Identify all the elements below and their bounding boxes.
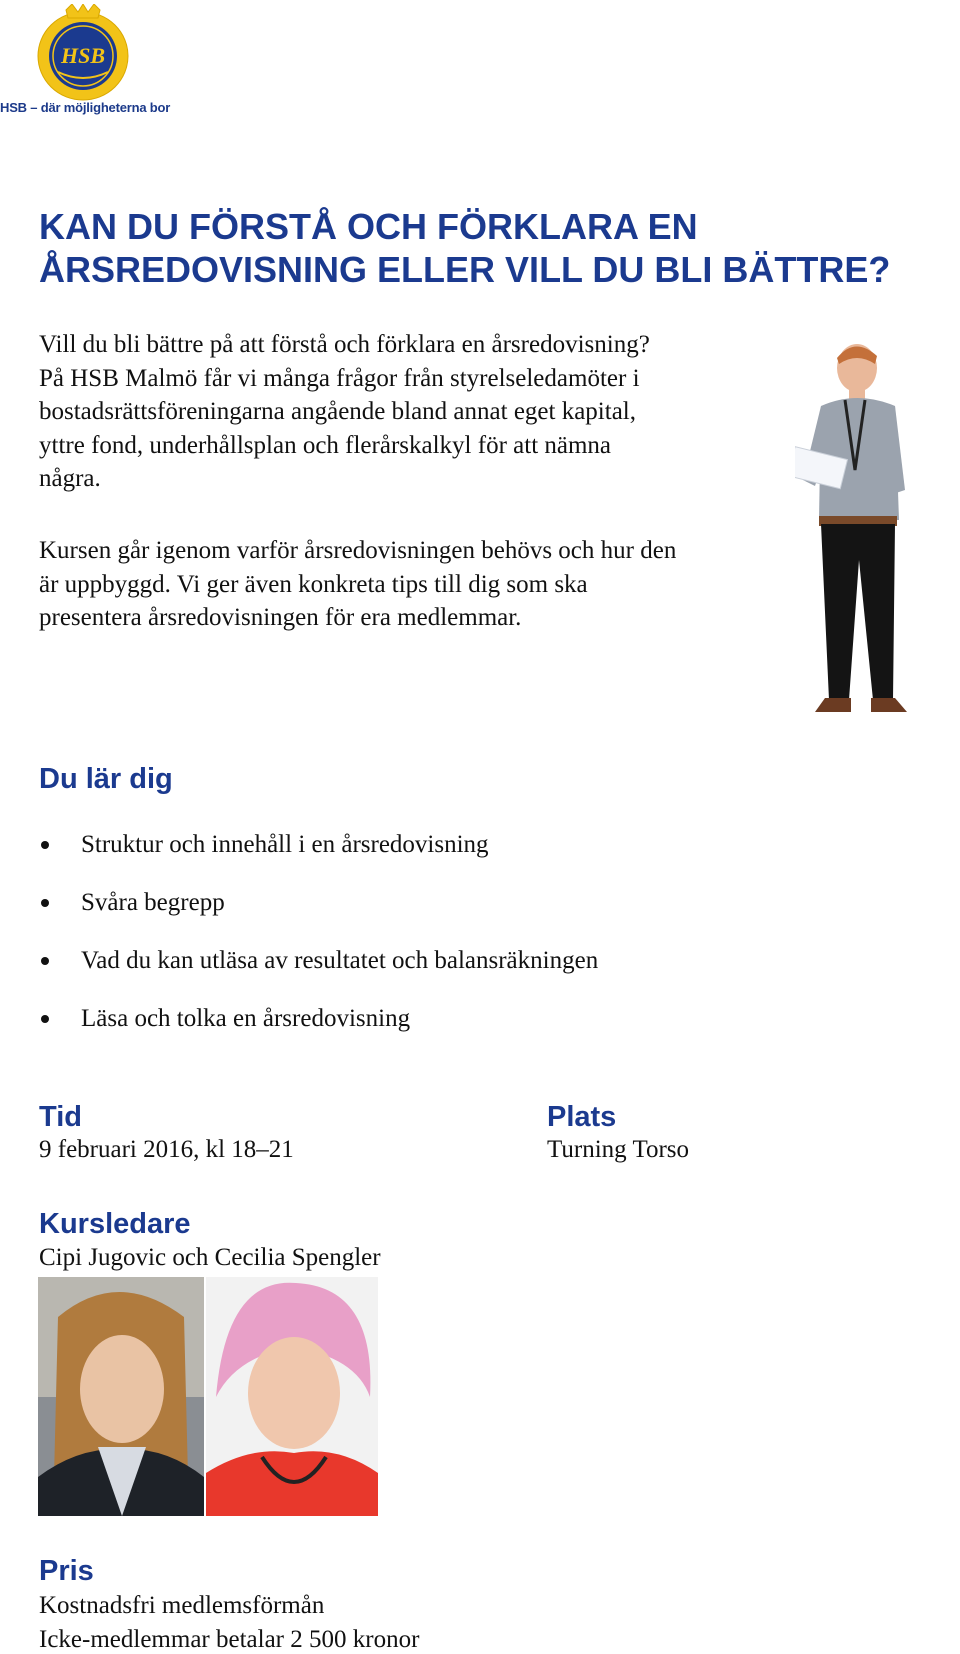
intro-paragraph bbox=[39, 328, 650, 496]
leader-photo-1 bbox=[38, 1277, 204, 1516]
logo-tagline: HSB – där möjligheterna bor bbox=[0, 100, 171, 115]
intro-line: några. bbox=[39, 465, 101, 492]
learn-heading: Du lär dig bbox=[39, 763, 173, 795]
course-line: Kursen går igenom varför årsredovisningen behövs och hur den bbox=[39, 537, 677, 564]
place-value: Turning Torso bbox=[547, 1136, 690, 1163]
intro-line: Vill du bli bättre på att förstå och förklara en årsredovisning? bbox=[39, 331, 650, 358]
leader-photo-2 bbox=[206, 1277, 378, 1516]
price-line: Kostnadsfri medlemsförmån bbox=[39, 1592, 325, 1619]
intro-line: På HSB Malmö får vi många frågor från styrelseledamöter i bbox=[39, 364, 640, 392]
list-item: Vad du kan utläsa av resultatet och balansräkningen bbox=[39, 947, 598, 1005]
learn-list bbox=[39, 831, 598, 1063]
page-title bbox=[39, 205, 890, 291]
intro-line: yttre fond, underhållsplan och flerårskalkyl för att nämna bbox=[39, 431, 612, 459]
logo-monogram: HSB bbox=[60, 43, 106, 68]
price-heading: Pris bbox=[39, 1555, 94, 1587]
time-heading: Tid bbox=[39, 1101, 82, 1133]
price-line: Icke-medlemmar betalar 2 500 kronor bbox=[39, 1626, 420, 1653]
leaders-heading: Kursledare bbox=[39, 1208, 191, 1240]
title-line: ÅRSREDOVISNING ELLER VILL DU BLI BÄTTRE? bbox=[39, 249, 891, 290]
place-heading: Plats bbox=[547, 1101, 617, 1133]
course-line: presentera årsredovisningen för era medlemmar. bbox=[39, 604, 522, 631]
course-paragraph bbox=[39, 534, 676, 635]
title-line: KAN DU FÖRSTÅ OCH FÖRKLARA EN bbox=[39, 206, 698, 247]
list-item: Svåra begrepp bbox=[39, 889, 598, 947]
leaders-value: Cipi Jugovic och Cecilia Spengler bbox=[39, 1244, 381, 1271]
list-item: Läsa och tolka en årsredovisning bbox=[39, 1005, 598, 1063]
list-item: Struktur och innehåll i en årsredovisning bbox=[39, 831, 598, 889]
man-with-papers-illustration bbox=[795, 340, 935, 760]
time-value: 9 februari 2016, kl 18–21 bbox=[39, 1136, 294, 1163]
intro-line: bostadsrättsföreningarna angående bland annat eget kapital, bbox=[39, 398, 636, 425]
hsb-logo bbox=[36, 4, 130, 102]
course-line: är uppbyggd. Vi ger även konkreta tips till dig som ska bbox=[39, 570, 588, 598]
